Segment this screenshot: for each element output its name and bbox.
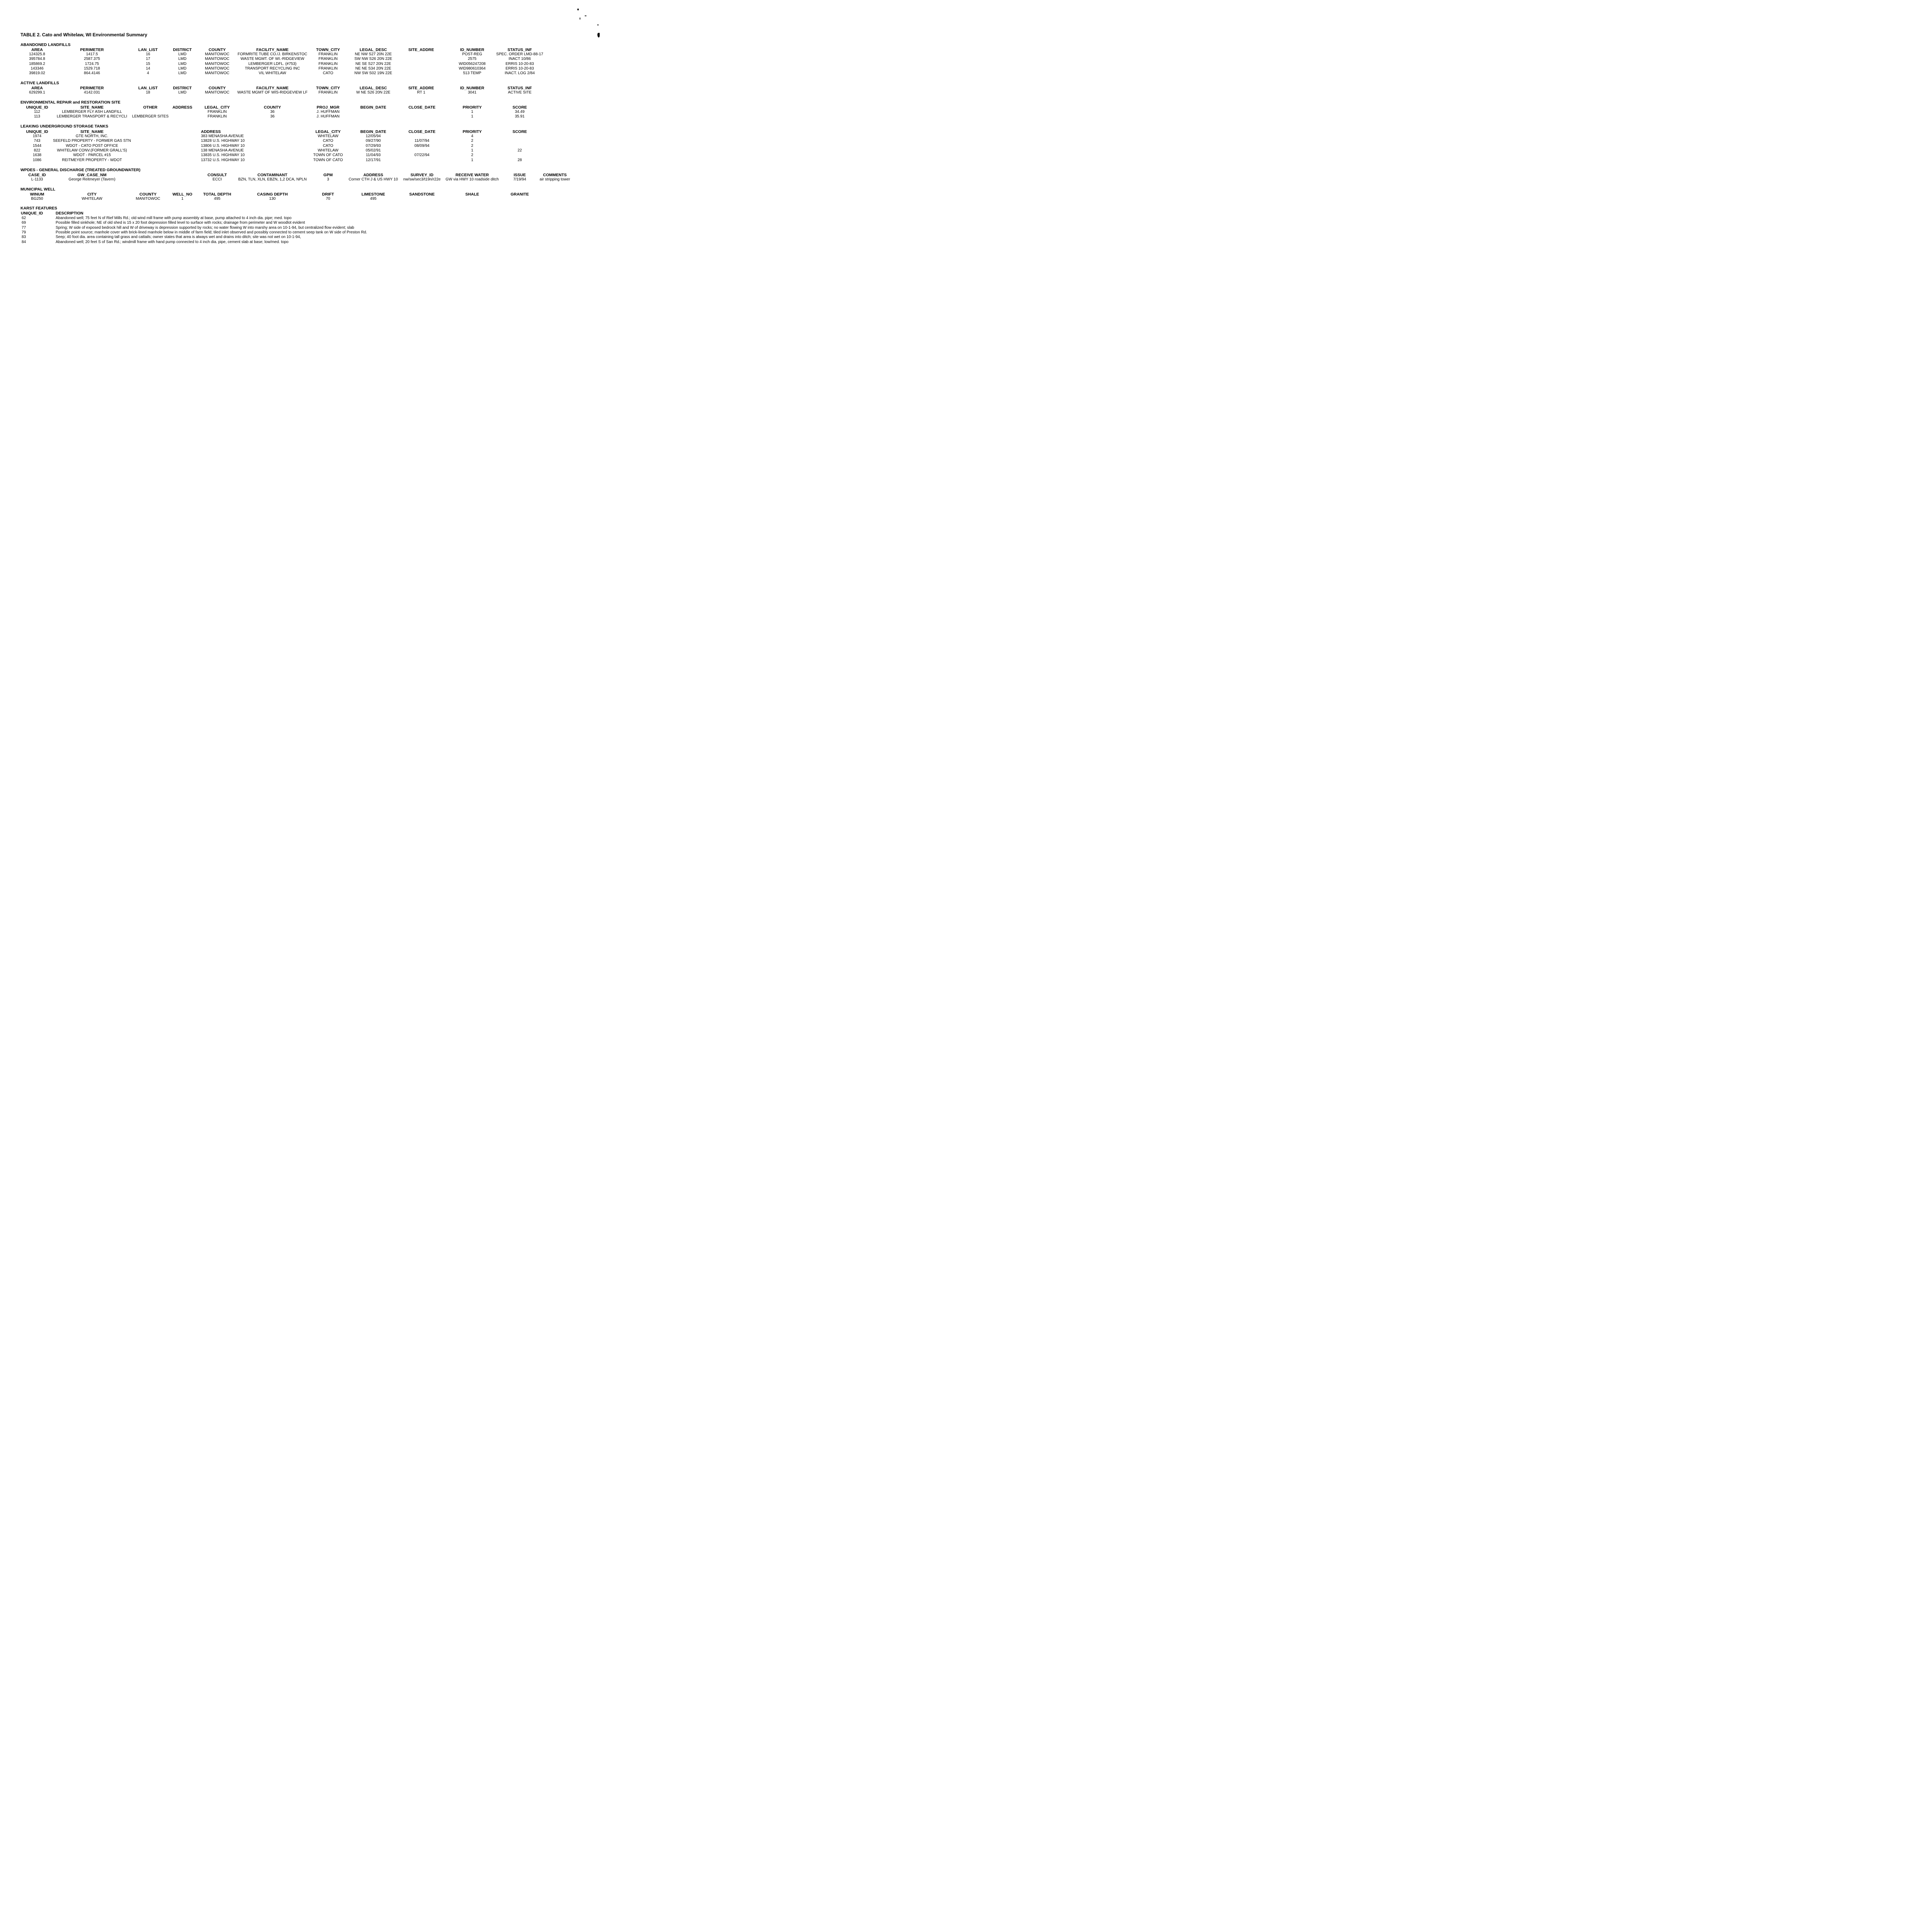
- lust-table-cell: 1544: [32, 143, 42, 148]
- abandoned-table-cell: 185869.2: [29, 61, 45, 66]
- lust-table-cell: 05/02/91: [366, 148, 381, 153]
- karst-column-header: UNIQUE_ID: [21, 211, 43, 216]
- wpdes-table-cell: 3: [327, 177, 329, 182]
- wpdes-table-cell: 7/19/94: [513, 177, 526, 182]
- lust-table-cell: 1638: [32, 153, 42, 158]
- lust-table-cell: 13732 U.S. HIGHWAY 10: [201, 158, 245, 162]
- erp-table-cell: LEMBERGER TRANSPORT & RECYCLI: [56, 114, 128, 119]
- lust-table-cell: 13835 U.S. HIGHWAY 10: [201, 153, 245, 158]
- scan-speck: [585, 15, 587, 16]
- erp-table-cell: 113: [34, 114, 40, 119]
- abandoned-table-cell: WID980610364: [459, 66, 486, 71]
- active-column-header: LEGAL_DESC: [359, 86, 387, 90]
- well-column-header: COUNTY: [139, 192, 157, 197]
- abandoned-table-cell: 864.4146: [84, 71, 100, 76]
- active-table-cell: 3041: [468, 90, 477, 95]
- well-table-cell: 70: [326, 197, 330, 201]
- lust-table-cell: CATO: [323, 143, 333, 148]
- abandoned-table-cell: 124325.8: [29, 52, 45, 56]
- karst-id-cell: 69: [22, 221, 26, 225]
- wpdes-column-header: CONSULT: [207, 173, 227, 177]
- abandoned-table-cell: MANITOWOC: [205, 71, 230, 76]
- abandoned-table-cell: NE NW S27 20N 22E: [355, 52, 392, 56]
- active-column-header: PERIMETER: [80, 86, 104, 90]
- abandoned-table-cell: FORMRITE TUBE CO./J. BIRKENSTOC: [237, 52, 308, 56]
- abandoned-table-cell: LMD: [178, 61, 187, 66]
- lust-table-cell: TOWN OF CATO: [313, 153, 343, 158]
- erp-column-header: PROJ_MGR: [316, 105, 340, 110]
- karst-description-cell: Possible point source; manhole cover with brick-lined manhole below in middle of farm field; tiled inlet observed and possibly connected to cement seep tank on W side of Preston Rd.: [56, 230, 367, 235]
- wpdes-column-header: GPM: [323, 173, 333, 177]
- wpdes-section-title: WPDES - GENERAL DISCHARGE (TREATED GROUNDWATER): [20, 168, 141, 172]
- erp-table-cell: 1: [471, 110, 473, 114]
- active-table-cell: 629299.1: [29, 90, 45, 95]
- lust-table-cell: 22: [517, 148, 522, 153]
- wpdes-table-cell: L-1133: [31, 177, 43, 182]
- abandoned-table-cell: LMD: [178, 71, 187, 76]
- abandoned-table-cell: MANITOWOC: [205, 57, 230, 61]
- lust-table-cell: 13806 U.S. HIGHWAY 10: [201, 143, 245, 148]
- erp-column-header: BEGIN_DATE: [360, 105, 386, 110]
- abandoned-table-cell: NW SW S02 19N 22E: [354, 71, 392, 76]
- wpdes-column-header: ADDRESS: [363, 173, 383, 177]
- lust-table-cell: REITMEYER PROPERTY - WDOT: [62, 158, 122, 162]
- erp-table-cell: 36: [270, 110, 275, 114]
- well-table-cell: 1: [181, 197, 184, 201]
- lust-table-cell: 2: [471, 153, 473, 158]
- abandoned-table-cell: MANITOWOC: [205, 52, 230, 56]
- abandoned-table-cell: 1724.75: [85, 61, 99, 66]
- abandoned-table-cell: SW NW S26 20N 22E: [354, 57, 392, 61]
- wpdes-table-cell: Corner CTH J & US HWY 10: [349, 177, 398, 182]
- lust-table-cell: 12/17/91: [366, 158, 381, 162]
- abandoned-table-cell: 143346: [31, 66, 44, 71]
- abandoned-table-cell: POST-REG: [462, 52, 482, 56]
- lust-table-cell: 07/22/94: [414, 153, 430, 158]
- lust-table-cell: 1974: [32, 134, 42, 138]
- abandoned-table-cell: FRANKLIN: [318, 66, 338, 71]
- abandoned-table-cell: INACT 10/86: [509, 57, 531, 61]
- abandoned-column-header: LEGAL_DESC: [359, 48, 387, 52]
- lust-column-header: SITE_NAME: [80, 129, 104, 134]
- wpdes-table-cell: BZN, TLN, XLN, EBZN, 1,2 DCA, NPLN: [238, 177, 307, 182]
- lust-column-header: CLOSE_DATE: [408, 129, 435, 134]
- lust-table-cell: 07/29/93: [366, 143, 381, 148]
- abandoned-section-title: ABANDONED LANDFILLS: [20, 43, 71, 47]
- abandoned-table-cell: 14: [146, 66, 150, 71]
- active-table-cell: ACTIVE SITE: [508, 90, 532, 95]
- erp-column-header: LEGAL_CITY: [204, 105, 230, 110]
- lust-column-header: PRIORITY: [463, 129, 482, 134]
- erp-table-cell: J. HUFFMAN: [316, 114, 340, 119]
- wpdes-column-header: GW_CASE_NM: [77, 173, 107, 177]
- erp-column-header: OTHER: [143, 105, 158, 110]
- active-column-header: FACILITY_NAME: [256, 86, 289, 90]
- well-column-header: CASING DEPTH: [257, 192, 288, 197]
- karst-description-cell: Abandoned well; 20 feet S of San Rd.; windmill frame with hand pump connected to 4 inch dia. pipe, cement slab at base; low/med. topo: [56, 240, 289, 244]
- karst-description-cell: Abandoned well; 75 feet N of Rief Mills Rd.; old wind mill frame with pump assembly at base, pump attached to 4 inch dia. pipe; med. topo: [56, 216, 292, 220]
- erp-table-cell: FRANKLIN: [207, 110, 227, 114]
- karst-id-cell: 79: [22, 230, 26, 235]
- abandoned-table-cell: VIL WHITELAW: [259, 71, 286, 76]
- well-column-header: WINUM: [30, 192, 44, 197]
- lust-table-cell: 11/07/94: [414, 139, 430, 143]
- abandoned-table-cell: ERRIS 10-20-83: [505, 66, 534, 71]
- wpdes-column-header: RECEIVE WATER: [455, 173, 489, 177]
- well-table-cell: MANITOWOC: [136, 197, 160, 201]
- lust-column-header: LEGAL_CITY: [315, 129, 341, 134]
- wpdes-table-cell: ECCI: [213, 177, 222, 182]
- well-column-header: GRANITE: [510, 192, 529, 197]
- abandoned-table-cell: MANITOWOC: [205, 66, 230, 71]
- abandoned-table-cell: 17: [146, 57, 150, 61]
- well-column-header: WELL_NO: [172, 192, 192, 197]
- erp-column-header: ADDRESS: [172, 105, 192, 110]
- abandoned-table-cell: 395784.8: [29, 57, 45, 61]
- wpdes-column-header: ISSUE: [514, 173, 526, 177]
- lust-table-cell: 1: [471, 148, 473, 153]
- karst-id-cell: 84: [22, 240, 26, 244]
- abandoned-column-header: TOWN_CITY: [316, 48, 340, 52]
- active-column-header: DISTRICT: [173, 86, 192, 90]
- lust-column-header: UNIQUE_ID: [26, 129, 48, 134]
- active-table-cell: MANITOWOC: [205, 90, 230, 95]
- lust-table-cell: WHITELAW CONV.(FORMER GRALL'S): [57, 148, 127, 153]
- active-table-cell: W NE S26 20N 22E: [356, 90, 391, 95]
- erp-table-cell: 36: [270, 114, 275, 119]
- abandoned-table-cell: FRANKLIN: [318, 61, 338, 66]
- lust-table-cell: 08/09/94: [414, 143, 430, 148]
- erp-table-cell: LEMBERGER FLY ASH LANDFILL: [62, 110, 122, 114]
- erp-table-cell: 112: [34, 110, 40, 114]
- abandoned-column-header: ID_NUMBER: [460, 48, 485, 52]
- karst-section-title: KARST FEATURES: [20, 206, 57, 211]
- abandoned-column-header: PERIMETER: [80, 48, 104, 52]
- active-table-cell: RT 1: [417, 90, 425, 95]
- wpdes-column-header: CONTAMINANT: [257, 173, 287, 177]
- abandoned-table-cell: MANITOWOC: [205, 61, 230, 66]
- well-column-header: TOTAL DEPTH: [203, 192, 231, 197]
- lust-section-title: LEAKING UNDERGROUND STORAGE TANKS: [20, 124, 109, 129]
- scan-speck: [577, 9, 579, 10]
- abandoned-table-cell: 16: [146, 52, 150, 56]
- abandoned-table-cell: LMD: [178, 57, 187, 61]
- active-column-header: LAN_LIST: [138, 86, 158, 90]
- karst-id-cell: 83: [22, 235, 26, 240]
- abandoned-column-header: DISTRICT: [173, 48, 192, 52]
- active-column-header: STATUS_INF: [507, 86, 532, 90]
- wpdes-column-header: COMMENTS: [543, 173, 567, 177]
- active-column-header: ID_NUMBER: [460, 86, 485, 90]
- well-table-cell: 495: [214, 197, 221, 201]
- abandoned-table-cell: LEMBERGER LDFL. (#753): [248, 61, 297, 66]
- page-title: TABLE 2. Cato and Whitelaw, WI Environmental Summary: [20, 32, 148, 37]
- karst-column-header: DESCRIPTION: [56, 211, 83, 216]
- abandoned-column-header: STATUS_INF: [507, 48, 532, 52]
- erp-column-header: SCORE: [512, 105, 527, 110]
- abandoned-table-cell: LMD: [178, 66, 187, 71]
- erp-table-cell: 34.49: [515, 110, 525, 114]
- karst-description-cell: Possible filled sinkhole; NE of old shed is 15 x 20 foot depression filled level to surface with rocks; drainage from perimeter and W woodlot evident: [56, 221, 305, 225]
- abandoned-table-cell: SPEC. ORDER LMD-88-17: [496, 52, 543, 56]
- lust-table-cell: TOWN OF CATO: [313, 158, 343, 162]
- wpdes-table-cell: air stripping tower: [539, 177, 570, 182]
- wpdes-table-cell: GW via HWY 10 roadside ditch: [446, 177, 499, 182]
- lust-table-cell: 2: [471, 139, 473, 143]
- abandoned-table-cell: FRANKLIN: [318, 57, 338, 61]
- well-column-header: SHALE: [465, 192, 479, 197]
- erp-column-header: CLOSE_DATE: [408, 105, 435, 110]
- abandoned-table-cell: 4: [147, 71, 149, 76]
- well-section-title: MUNICIPAL WELL: [20, 187, 56, 192]
- wpdes-table-cell: George Reitmeyer (Tavern): [68, 177, 116, 182]
- abandoned-table-cell: FRANKLIN: [318, 52, 338, 56]
- erp-column-header: PRIORITY: [463, 105, 482, 110]
- lust-table-cell: WDOT - PARCEL #15: [73, 153, 111, 158]
- lust-table-cell: SEEFELD PROPERTY - FORMER GAS STN: [53, 139, 131, 143]
- abandoned-column-header: AREA: [31, 48, 43, 52]
- active-section-title: ACTIVE LANDFILLS: [20, 81, 59, 85]
- well-table-cell: 495: [370, 197, 377, 201]
- active-table-cell: LMD: [178, 90, 187, 95]
- abandoned-table-cell: 1529.718: [84, 66, 100, 71]
- abandoned-table-cell: LMD: [178, 52, 187, 56]
- abandoned-table-cell: 39819.02: [29, 71, 45, 76]
- lust-column-header: ADDRESS: [201, 129, 221, 134]
- erp-table-cell: 1: [471, 114, 473, 119]
- abandoned-table-cell: WID056247208: [459, 61, 486, 66]
- abandoned-table-cell: 15: [146, 61, 150, 66]
- abandoned-table-cell: INACT. LOG 2/84: [505, 71, 535, 76]
- lust-table-cell: 13828 U.S. HIGHWAY 10: [201, 139, 245, 143]
- karst-description-cell: Spring; W side of exposed bedrock hill and W of driveway is depression supported by rocks; no water flowing W into marshy area on 10-1-94, but centralized flow evident; slab: [56, 225, 354, 230]
- active-table-cell: FRANKLIN: [318, 90, 338, 95]
- lust-table-cell: WDOT - CATO POST OFFICE: [66, 143, 118, 148]
- well-column-header: DRIFT: [322, 192, 334, 197]
- abandoned-column-header: LAN_LIST: [138, 48, 158, 52]
- active-table-cell: 4142.031: [84, 90, 100, 95]
- erp-column-header: SITE_NAME: [80, 105, 104, 110]
- erp-table-cell: 35.91: [515, 114, 525, 119]
- well-table-cell: WHITELAW: [82, 197, 102, 201]
- active-table-cell: WASTE MGMT OF WIS-RIDGEVIEW LF: [237, 90, 308, 95]
- active-column-header: COUNTY: [208, 86, 226, 90]
- erp-table-cell: LEMBERGER SITES: [132, 114, 169, 119]
- well-table-cell: BG250: [31, 197, 43, 201]
- well-column-header: CITY: [87, 192, 97, 197]
- karst-description-cell: Seep; 40 foot dia. area containing tall grass and cattails; owner states that area is always wet and drains into ditch; site was not wet on 10-1-94,: [56, 235, 301, 240]
- lust-table-cell: 383 MENASHA AVENUE: [201, 134, 244, 138]
- lust-table-cell: 12/05/94: [366, 134, 381, 138]
- abandoned-column-header: FACILITY_NAME: [256, 48, 289, 52]
- lust-column-header: BEGIN_DATE: [360, 129, 386, 134]
- lust-table-cell: 822: [34, 148, 41, 153]
- erp-table-cell: FRANKLIN: [207, 114, 227, 119]
- abandoned-table-cell: 2587.375: [84, 57, 100, 61]
- karst-id-cell: 62: [22, 216, 26, 220]
- well-column-header: SANDSTONE: [409, 192, 435, 197]
- abandoned-column-header: SITE_ADDRE: [408, 48, 434, 52]
- abandoned-table-cell: 513 TEMP: [463, 71, 481, 76]
- active-column-header: TOWN_CITY: [316, 86, 340, 90]
- lust-table-cell: WHITELAW: [318, 134, 338, 138]
- abandoned-table-cell: TRANSPORT RECYCLING INC: [245, 66, 300, 71]
- lust-table-cell: 28: [517, 158, 522, 162]
- lust-table-cell: 11/04/93: [366, 153, 381, 158]
- lust-table-cell: 09/27/90: [366, 139, 381, 143]
- lust-column-header: SCORE: [512, 129, 527, 134]
- lust-table-cell: 743: [34, 139, 41, 143]
- document-page: [0, 0, 606, 471]
- abandoned-table-cell: ERRIS 10-20-83: [505, 61, 534, 66]
- lust-table-cell: 2: [471, 143, 473, 148]
- wpdes-column-header: SURVEY_ID: [410, 173, 434, 177]
- abandoned-table-cell: CATO: [323, 71, 333, 76]
- abandoned-table-cell: NE NE S34 20N 22E: [355, 66, 391, 71]
- erp-section-title: ENVIRONMENTAL REPAIR and RESTORATION SITE: [20, 100, 121, 105]
- active-column-header: SITE_ADDRE: [408, 86, 434, 90]
- abandoned-table-cell: WASTE MGMT. OF WI.-RIDGEVIEW: [240, 57, 304, 61]
- scan-speck: [597, 33, 600, 37]
- wpdes-column-header: CASE_ID: [28, 173, 46, 177]
- active-table-cell: 18: [146, 90, 150, 95]
- lust-table-cell: WHITELAW: [318, 148, 338, 153]
- lust-table-cell: 1086: [32, 158, 42, 162]
- well-table-cell: 130: [269, 197, 276, 201]
- erp-column-header: COUNTY: [264, 105, 281, 110]
- active-column-header: AREA: [31, 86, 43, 90]
- karst-id-cell: 77: [22, 225, 26, 230]
- abandoned-column-header: COUNTY: [208, 48, 226, 52]
- abandoned-table-cell: NE SE S27 20N 22E: [355, 61, 391, 66]
- scan-speck: [597, 24, 599, 26]
- erp-table-cell: J. HUFFMAN: [316, 110, 340, 114]
- lust-table-cell: 4: [471, 134, 473, 138]
- lust-table-cell: 138 MENASHA AVENUE: [201, 148, 244, 153]
- lust-table-cell: GTE NORTH, INC.: [75, 134, 109, 138]
- lust-table-cell: CATO: [323, 139, 333, 143]
- abandoned-table-cell: 2575: [468, 57, 477, 61]
- erp-column-header: UNIQUE_ID: [26, 105, 48, 110]
- abandoned-table-cell: 1417.5: [86, 52, 98, 56]
- wpdes-table-cell: nw/sw/sec3/t19n/r22e: [403, 177, 441, 182]
- well-column-header: LIMESTONE: [361, 192, 385, 197]
- lust-table-cell: 1: [471, 158, 473, 162]
